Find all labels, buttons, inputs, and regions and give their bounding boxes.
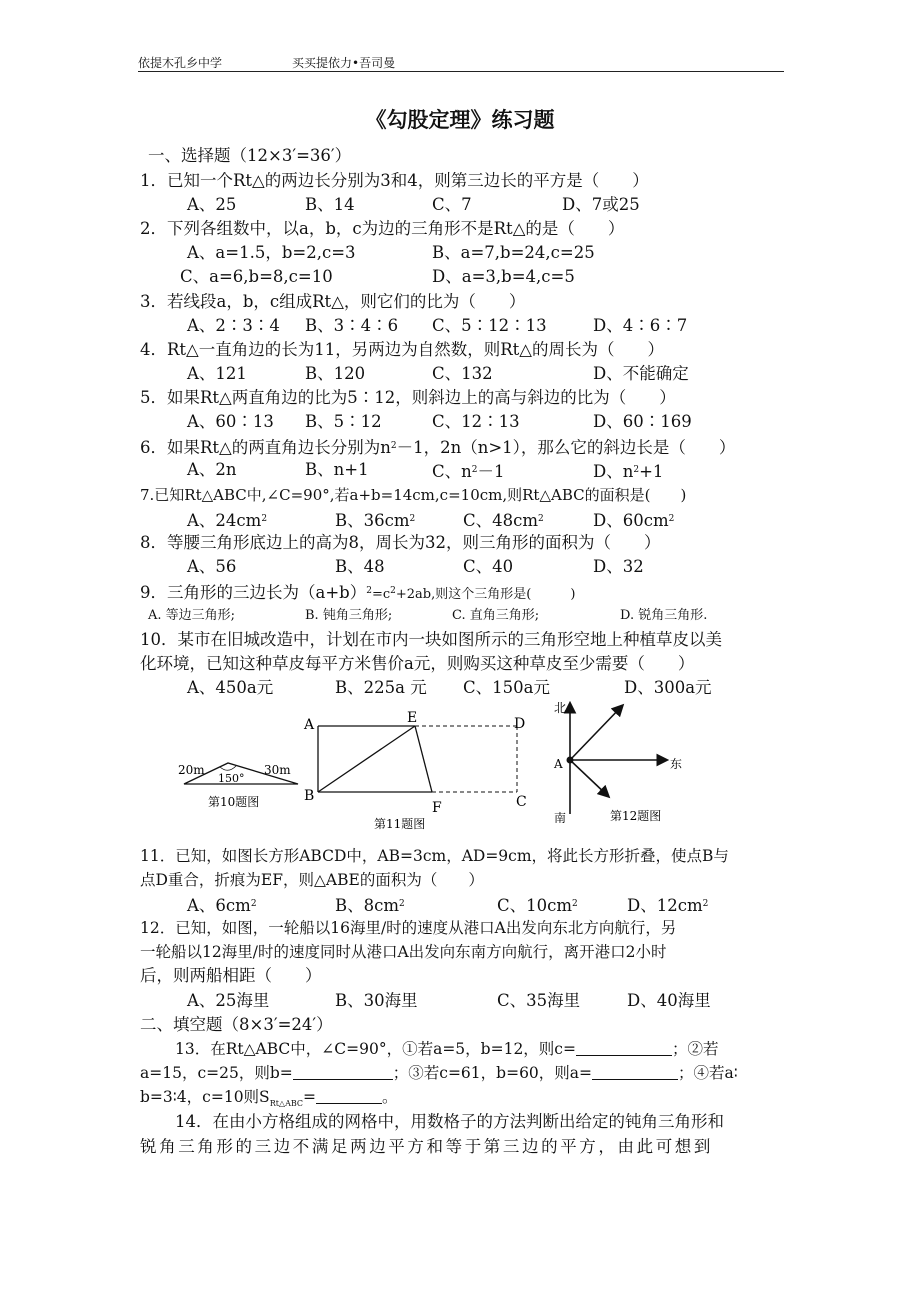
header-school: 依提木孔乡中学	[138, 56, 223, 70]
q14-line2: 锐角三角形的三边不满足两边平方和等于第三边的平方，由此可想到	[140, 1137, 713, 1156]
q2-option-d: D、a=3,b=4,c=5	[432, 267, 575, 286]
q10-option-d: D、300a元	[624, 678, 712, 697]
page-title: 《勾股定理》练习题	[365, 108, 555, 132]
q3-option-a: A、2∶3∶4	[187, 316, 280, 335]
fig12-point-a	[567, 757, 574, 764]
q6-option-a: A、2n	[187, 460, 237, 479]
q5-stem: 5．如果Rt△两直角边的比为5∶12，则斜边上的高与斜边的比为（ ）	[140, 388, 676, 407]
fig11-label-e: E	[407, 710, 418, 726]
q8-option-a: A、56	[187, 557, 237, 576]
q12-line1: 12．已知，如图，一轮船以16海里/时的速度从港口A出发向东北方向航行，另	[140, 919, 677, 937]
q3-stem: 3．若线段a，b，c组成Rt△，则它们的比为（ ）	[140, 292, 526, 311]
q6-option-d: D、$n^2+1$	[593, 462, 664, 481]
q4-option-c: C、132	[432, 364, 493, 383]
q12-option-a: A、25海里	[187, 991, 270, 1010]
fig10-angle-label: 150°	[218, 772, 245, 785]
fig10-right-length: 30m	[264, 763, 291, 777]
q3-option-d: D、4∶6∶7	[593, 316, 688, 335]
q11-option-c: C、$10cm^2$	[497, 896, 578, 915]
fig12-caption: 第12题图	[610, 809, 662, 823]
q5-option-d: D、60∶169	[593, 412, 692, 431]
q2-option-a: A、a=1.5，b=2,c=3	[187, 243, 356, 262]
fig11-label-b: B	[304, 788, 315, 804]
fig11-caption: 第11题图	[374, 817, 426, 831]
page-header	[138, 52, 784, 72]
q11-line2: 点D重合，折痕为EF，则△ABE的面积为（ ）	[140, 871, 484, 889]
q12-option-c: C、35海里	[497, 991, 581, 1010]
fig11-label-c: C	[516, 794, 527, 810]
q3-option-c: C、5∶12∶13	[432, 316, 547, 335]
q13-line3: b=3∶4，c=10则$S_{Rt\triangle ABC}=$ 。	[140, 1088, 398, 1108]
fig11-crease-ef	[415, 726, 432, 792]
q3-option-b: B、3∶4∶6	[305, 316, 399, 335]
fig12-point-label: A	[554, 757, 563, 771]
q11-option-d: D、$12cm^2$	[627, 896, 709, 915]
q4-option-a: A、121	[187, 364, 247, 383]
q13-blank-b[interactable]	[293, 1064, 393, 1080]
q14-line1: 14．在由小方格组成的网格中，用数格子的方法判断出给定的钝角三角形和	[175, 1112, 724, 1131]
q12-line2: 一轮船以12海里/时的速度同时从港口A出发向东南方向航行，离开港口2小时	[140, 943, 667, 961]
q9-option-c: C. 直角三角形;	[452, 608, 540, 623]
section2-heading: 二、填空题（8×3′=24′）	[140, 1015, 333, 1034]
q9-option-b: B. 钝角三角形;	[305, 608, 393, 623]
q1-option-b: B、14	[305, 195, 355, 214]
q1-option-d: D、7或25	[562, 195, 640, 214]
fig12-southeast-arrow	[570, 760, 608, 796]
fig11-label-a: A	[304, 717, 315, 733]
q13-blank-c[interactable]	[576, 1040, 672, 1056]
q8-option-d: D、32	[593, 557, 644, 576]
q5-option-b: B、5∶12	[305, 412, 382, 431]
figure-11	[298, 708, 538, 836]
fig12-east-label: 东	[670, 757, 683, 771]
q10-option-b: B、225a 元	[335, 678, 427, 697]
fig12-northeast-arrow	[570, 706, 622, 760]
q10-option-a: A、450a元	[187, 678, 274, 697]
q1-option-a: A、25	[187, 195, 237, 214]
q9-stem: 9．三角形的三边长为$(a+b)^2=c^2+2ab$,则这个三角形是( )	[140, 583, 576, 602]
q6-option-b: B、n+1	[305, 460, 369, 479]
fig10-left-length: 20m	[178, 763, 205, 777]
figure-12	[548, 696, 698, 826]
fig12-south-label: 南	[554, 811, 567, 825]
q12-line3: 后，则两船相距（ ）	[140, 966, 322, 985]
q7-option-a: A、$24cm^2$	[187, 511, 268, 530]
q5-option-a: A、60∶13	[187, 412, 274, 431]
header-author: 买买提依力•吾司曼	[292, 56, 396, 70]
q7-stem: 7.已知Rt△ABC中,∠C=90°,若a+b=14cm,c=10cm,则Rt△ABC的面积是( )	[140, 486, 687, 504]
section1-heading: 一、选择题（12×3′=36′）	[148, 146, 352, 165]
q9-option-a: A. 等边三角形;	[148, 608, 236, 623]
q6-option-c: C、$n^2-1$	[432, 462, 505, 481]
q9-option-d: D. 锐角三角形.	[620, 608, 708, 623]
q1-option-c: C、7	[432, 195, 472, 214]
fig11-label-d: D	[514, 716, 526, 732]
q2-stem: 2．下列各组数中，以a，b，c为边的三角形不是Rt△的是（ ）	[140, 219, 625, 238]
q8-option-c: C、40	[463, 557, 514, 576]
q6-stem: 6．如果Rt△的两直角边长分别为$n^2-1$，2n（n>1），那么它的斜边长是（ ）	[140, 438, 736, 457]
q4-option-b: B、120	[305, 364, 366, 383]
fig10-angle-arc	[220, 766, 236, 770]
q13-line1: 13．在Rt△ABC中，∠C=90°，①若a=5，b=12，则c= ；②若	[175, 1040, 719, 1058]
q11-option-a: A、$6cm^2$	[187, 896, 257, 915]
fig11-label-f: F	[432, 800, 442, 816]
q7-option-c: C、$48cm^2$	[463, 511, 544, 530]
q11-option-b: B、$8cm^2$	[335, 896, 405, 915]
q13-line2: a=15，c=25，则b= ；③若c=61，b=60，则a= ；④若a∶	[140, 1064, 738, 1082]
q2-option-b: B、a=7,b=24,c=25	[432, 243, 595, 262]
q2-option-c: C、a=6,b=8,c=10	[180, 267, 333, 286]
q13-blank-a[interactable]	[592, 1064, 678, 1080]
q12-option-b: B、30海里	[335, 991, 418, 1010]
fig10-caption: 第10题图	[208, 795, 260, 809]
q8-option-b: B、48	[335, 557, 385, 576]
q4-stem: 4．Rt△一直角边的长为11，另两边为自然数，则Rt△的周长为（ ）	[140, 340, 664, 359]
q1-stem: 1．已知一个Rt△的两边长分别为3和4，则第三边长的平方是（ ）	[140, 171, 649, 190]
figure-10	[170, 740, 310, 820]
q10-option-c: C、150a元	[463, 678, 550, 697]
fig12-north-label: 北	[554, 701, 567, 715]
q7-option-d: D、$60cm^2$	[593, 511, 675, 530]
q13-blank-area[interactable]	[316, 1088, 382, 1104]
q7-option-b: B、$36cm^2$	[335, 511, 416, 530]
q5-option-c: C、12∶13	[432, 412, 520, 431]
q11-line1: 11．已知，如图长方形ABCD中，AB=3cm，AD=9cm，将此长方形折叠，使点B与	[140, 847, 729, 865]
q10-line2: 化环境，已知这种草皮每平方米售价a元，则购买这种草皮至少需要（ ）	[140, 654, 695, 673]
fig11-line-be	[318, 726, 415, 792]
q4-option-d: D、不能确定	[593, 364, 689, 383]
q10-line1: 10．某市在旧城改造中，计划在市内一块如图所示的三角形空地上种植草皮以美	[140, 630, 722, 649]
q8-stem: 8．等腰三角形底边上的高为8，周长为32，则三角形的面积为（ ）	[140, 533, 661, 552]
q12-option-d: D、40海里	[627, 991, 711, 1010]
